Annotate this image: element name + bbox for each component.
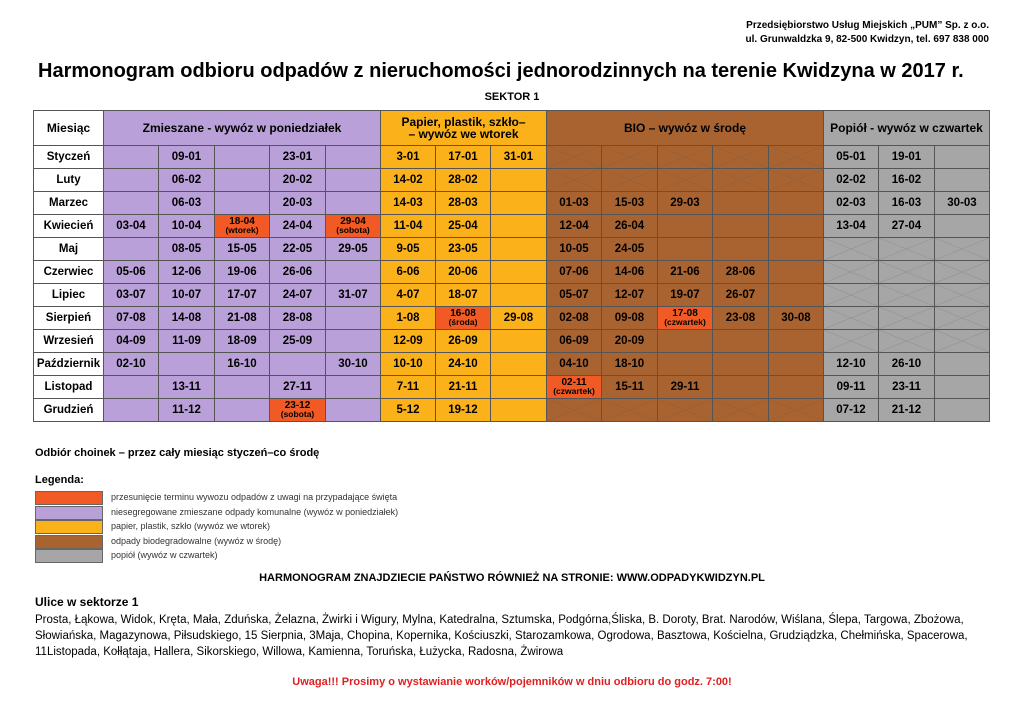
mixed-date: 06-02	[159, 169, 215, 192]
mixed-date	[326, 376, 381, 399]
mixed-date: 26-06	[270, 261, 326, 284]
legend-swatch	[35, 549, 103, 563]
shifted-day: (sobota)	[280, 409, 315, 419]
bio-date: 26-07	[713, 284, 769, 307]
mixed-date	[159, 353, 215, 376]
paper-date: 21-11	[436, 376, 491, 399]
bio-date	[769, 330, 824, 353]
legend-swatch	[35, 520, 103, 534]
paper-date: 14-02	[381, 169, 436, 192]
ash-date	[935, 376, 990, 399]
month-label: Wrzesień	[34, 330, 104, 353]
legend-text: papier, plastik, szkło (wywóz we wtorek)	[111, 521, 271, 531]
cross-out-mark	[879, 330, 934, 352]
mixed-date: 16-10	[215, 353, 270, 376]
company-address: ul. Grunwaldzka 9, 82-500 Kwidzyn, tel. 697 838 000	[745, 34, 989, 45]
mixed-date	[215, 376, 270, 399]
bio-date: 29-03	[658, 192, 713, 215]
cross-out-mark	[935, 307, 989, 329]
bio-date	[769, 238, 824, 261]
mixed-date: 12-06	[159, 261, 215, 284]
mixed-date	[326, 169, 381, 192]
mixed-date	[104, 399, 159, 422]
paper-date: 10-10	[381, 353, 436, 376]
ash-date	[935, 284, 990, 307]
shifted-day: (środa)	[448, 317, 478, 327]
paper-date: 23-05	[436, 238, 491, 261]
bio-date	[658, 238, 713, 261]
cross-out-mark	[935, 261, 989, 283]
paper-date: 28-02	[436, 169, 491, 192]
bio-date	[769, 399, 824, 422]
website-note: HARMONOGRAM ZNAJDZIECIE PAŃSTWO RÓWNIEŻ NA STRONIE: WWW.ODPADYKWIDZYN.PL	[259, 572, 765, 584]
bio-date	[769, 192, 824, 215]
paper-date: 5-12	[381, 399, 436, 422]
month-label: Marzec	[34, 192, 104, 215]
month-label: Listopad	[34, 376, 104, 399]
bio-date: 14-06	[602, 261, 658, 284]
paper-date: 12-09	[381, 330, 436, 353]
cross-out-mark	[602, 169, 657, 191]
streets-list: Prosta, Łąkowa, Widok, Kręta, Mała, Zduńska, Żelazna, Żwirki i Wigury, Mylna, Katedralna, Sztumska, Podgórna,Śliska, B. Doroty, Brat. Narodów, Wiślana, Ślepa, Targowa, Zbożowa, Słowiańska, Magazynowa, Piłsudskiego, 15 Sierpnia, 3Maja, Chopina, Kopernika, Kościuszki, Starozamkowa, Ogrodowa, Basztowa, Kościelna, Grudziądzka, Chełmińska, Spacerowa, 11Listopada, Kołłątaja, Hallera, Sikorskiego, Willowa, Kamienna, Toruńska, Łużycka, Radosna, Żwirowa	[35, 614, 968, 658]
ash-date: 16-02	[879, 169, 935, 192]
mixed-date: 05-06	[104, 261, 159, 284]
paper-date: 25-04	[436, 215, 491, 238]
cross-out-mark	[713, 146, 768, 168]
ash-date	[879, 284, 935, 307]
mixed-date: 24-04	[270, 215, 326, 238]
warning-note: Uwaga!!! Prosimy o wystawianie worków/pojemników w dniu odbioru do godz. 7:00!	[292, 676, 732, 688]
cross-out-mark	[824, 238, 878, 260]
ash-date	[935, 169, 990, 192]
mixed-date: 30-10	[326, 353, 381, 376]
bio-date: 18-10	[602, 353, 658, 376]
cross-out-mark	[879, 284, 934, 306]
paper-date: 7-11	[381, 376, 436, 399]
company-name: Przedsiębiorstwo Usług Miejskich „PUM” Sp. z o.o.	[746, 20, 989, 31]
paper-date: 17-01	[436, 146, 491, 169]
mixed-date: 24-07	[270, 284, 326, 307]
mixed-date: 19-06	[215, 261, 270, 284]
paper-date: 29-08	[491, 307, 547, 330]
legend-swatch	[35, 535, 103, 549]
mixed-date: 10-04	[159, 215, 215, 238]
ash-date: 21-12	[879, 399, 935, 422]
ash-date	[935, 215, 990, 238]
mixed-date: 06-03	[159, 192, 215, 215]
mixed-date	[326, 307, 381, 330]
ash-date	[935, 146, 990, 169]
mixed-date	[104, 192, 159, 215]
bio-date: 05-07	[547, 284, 602, 307]
bio-date: 28-06	[713, 261, 769, 284]
bio-date	[769, 261, 824, 284]
bio-date: 12-07	[602, 284, 658, 307]
paper-date: 24-10	[436, 353, 491, 376]
table-row	[34, 330, 990, 353]
mixed-date	[326, 399, 381, 422]
bio-date	[713, 238, 769, 261]
mixed-date: 07-08	[104, 307, 159, 330]
mixed-date	[326, 330, 381, 353]
bio-date: 30-08	[769, 307, 824, 330]
shifted-day: (wtorek)	[225, 225, 259, 235]
ash-date	[879, 307, 935, 330]
bio-date	[658, 353, 713, 376]
cross-out-mark	[769, 399, 823, 421]
mixed-date	[326, 261, 381, 284]
sector-label: SEKTOR 1	[484, 91, 540, 103]
bio-date	[658, 215, 713, 238]
paper-date	[491, 238, 547, 261]
shifted-day: (sobota)	[336, 225, 370, 235]
shifted-date: 02-11	[561, 377, 587, 388]
cross-out-mark	[935, 284, 989, 306]
mixed-date: 28-08	[270, 307, 326, 330]
bio-date: 10-05	[547, 238, 602, 261]
mixed-date: 13-11	[159, 376, 215, 399]
legend-item	[35, 535, 635, 548]
bio-date	[713, 146, 769, 169]
legend-title: Legenda:	[35, 474, 84, 486]
paper-date: 20-06	[436, 261, 491, 284]
mixed-date: 20-02	[270, 169, 326, 192]
month-label: Maj	[34, 238, 104, 261]
bio-date	[769, 146, 824, 169]
cross-out-mark	[824, 284, 878, 306]
month-label: Luty	[34, 169, 104, 192]
month-label: Kwiecień	[34, 215, 104, 238]
mixed-date: 17-07	[215, 284, 270, 307]
ash-date	[879, 330, 935, 353]
ash-date: 02-02	[824, 169, 879, 192]
legend-text: niesegregowane zmieszane odpady komunalne (wywóz w poniedziałek)	[111, 506, 399, 517]
bio-date	[769, 353, 824, 376]
month-label: Sierpień	[34, 307, 104, 330]
month-label: Styczeń	[34, 146, 104, 169]
bio-date	[769, 169, 824, 192]
ash-date	[824, 238, 879, 261]
header-paper	[381, 111, 547, 146]
table-row	[34, 261, 990, 284]
table-row	[34, 399, 990, 422]
bio-date	[713, 399, 769, 422]
cross-out-mark	[658, 169, 712, 191]
legend-text: odpady biodegradowalne (wywóz w środę)	[111, 535, 282, 546]
mixed-date	[104, 376, 159, 399]
mixed-date: 02-10	[104, 353, 159, 376]
ash-date	[824, 307, 879, 330]
paper-date	[436, 307, 491, 330]
mixed-date: 11-09	[159, 330, 215, 353]
mixed-date	[215, 399, 270, 422]
paper-date: 4-07	[381, 284, 436, 307]
bio-date	[713, 330, 769, 353]
header-paper-line2: – wywóz we wtorek	[408, 127, 519, 141]
bio-date: 09-08	[602, 307, 658, 330]
ash-date: 19-01	[879, 146, 935, 169]
bio-date	[547, 399, 602, 422]
bio-date: 06-09	[547, 330, 602, 353]
schedule-table	[33, 110, 990, 422]
month-label: Lipiec	[34, 284, 104, 307]
cross-out-mark	[769, 169, 823, 191]
mixed-date: 09-01	[159, 146, 215, 169]
month-label: Grudzień	[34, 399, 104, 422]
bio-date	[769, 376, 824, 399]
bio-date: 29-11	[658, 376, 713, 399]
cross-out-mark	[602, 146, 657, 168]
bio-date	[769, 284, 824, 307]
cross-out-mark	[547, 146, 601, 168]
ash-date	[935, 307, 990, 330]
mixed-date: 14-08	[159, 307, 215, 330]
bio-date: 26-04	[602, 215, 658, 238]
cross-out-mark	[824, 307, 878, 329]
table-row	[34, 238, 990, 261]
shifted-date: 17-08	[672, 308, 698, 319]
mixed-date: 23-01	[270, 146, 326, 169]
shifted-date: 29-04	[340, 216, 366, 227]
ash-date	[935, 238, 990, 261]
bio-date	[658, 307, 713, 330]
bio-date: 15-11	[602, 376, 658, 399]
company-header	[746, 19, 989, 47]
mixed-date	[215, 146, 270, 169]
shifted-day: (czwartek)	[664, 317, 706, 327]
mixed-date	[215, 169, 270, 192]
paper-date	[491, 330, 547, 353]
bio-date	[658, 330, 713, 353]
paper-date: 11-04	[381, 215, 436, 238]
ash-date	[879, 261, 935, 284]
table-row	[34, 215, 990, 238]
cross-out-mark	[879, 261, 934, 283]
mixed-date	[104, 238, 159, 261]
mixed-date: 20-03	[270, 192, 326, 215]
schedule-body	[34, 146, 990, 422]
ash-date	[935, 353, 990, 376]
streets-title: Ulice w sektorze 1	[35, 595, 139, 609]
bio-date: 02-08	[547, 307, 602, 330]
ash-date	[935, 330, 990, 353]
mixed-date: 03-04	[104, 215, 159, 238]
mixed-date: 10-07	[159, 284, 215, 307]
cross-out-mark	[713, 169, 768, 191]
bio-date: 21-06	[658, 261, 713, 284]
cross-out-mark	[602, 399, 657, 421]
ash-date	[824, 261, 879, 284]
paper-date: 6-06	[381, 261, 436, 284]
cross-out-mark	[713, 399, 768, 421]
bio-date	[713, 169, 769, 192]
ash-date: 02-03	[824, 192, 879, 215]
bio-date	[713, 376, 769, 399]
cross-out-mark	[879, 307, 934, 329]
bio-date	[713, 215, 769, 238]
bio-date	[658, 169, 713, 192]
mixed-date	[215, 215, 270, 238]
paper-date	[491, 192, 547, 215]
ash-date: 16-03	[879, 192, 935, 215]
page-title: Harmonogram odbioru odpadów z nieruchomości jednorodzinnych na terenie Kwidzyna w 2017 r.	[38, 60, 964, 82]
ash-date	[935, 399, 990, 422]
cross-out-mark	[824, 330, 878, 352]
shifted-day: (czwartek)	[553, 386, 595, 396]
ash-date: 13-04	[824, 215, 879, 238]
mixed-date	[326, 215, 381, 238]
cross-out-mark	[935, 330, 989, 352]
legend-swatch	[35, 491, 103, 505]
mixed-date	[104, 169, 159, 192]
legend-text: popiół (wywóz w czwartek)	[111, 550, 218, 560]
paper-date	[491, 376, 547, 399]
cross-out-mark	[935, 238, 989, 260]
bio-date: 01-03	[547, 192, 602, 215]
mixed-date: 31-07	[326, 284, 381, 307]
bio-date: 20-09	[602, 330, 658, 353]
mixed-date: 29-05	[326, 238, 381, 261]
ash-date: 30-03	[935, 192, 990, 215]
bio-date	[547, 169, 602, 192]
month-label: Czerwiec	[34, 261, 104, 284]
mixed-date	[215, 192, 270, 215]
cross-out-mark	[824, 261, 878, 283]
bio-date: 15-03	[602, 192, 658, 215]
cross-out-mark	[547, 399, 601, 421]
legend-item	[35, 491, 635, 504]
paper-date: 1-08	[381, 307, 436, 330]
bio-date: 23-08	[713, 307, 769, 330]
paper-date: 14-03	[381, 192, 436, 215]
mixed-date	[270, 399, 326, 422]
ash-date: 07-12	[824, 399, 879, 422]
cross-out-mark	[658, 146, 712, 168]
paper-date: 9-05	[381, 238, 436, 261]
mixed-date: 15-05	[215, 238, 270, 261]
bio-date	[658, 399, 713, 422]
ash-date: 27-04	[879, 215, 935, 238]
paper-date: 19-12	[436, 399, 491, 422]
paper-date	[491, 261, 547, 284]
legend-item	[35, 549, 635, 562]
legend-item	[35, 520, 635, 533]
paper-date	[491, 169, 547, 192]
ash-date: 26-10	[879, 353, 935, 376]
paper-date	[491, 353, 547, 376]
cross-out-mark	[769, 146, 823, 168]
bio-date: 04-10	[547, 353, 602, 376]
header-ash: Popiół - wywóz w czwartek	[824, 111, 990, 146]
mixed-date	[104, 146, 159, 169]
shifted-date: 18-04	[229, 216, 255, 227]
mixed-date: 08-05	[159, 238, 215, 261]
bio-date: 12-04	[547, 215, 602, 238]
legend-text: przesunięcie terminu wywozu odpadów z uwagi na przypadające święta	[111, 492, 398, 502]
mixed-date: 18-09	[215, 330, 270, 353]
ash-date: 12-10	[824, 353, 879, 376]
bio-date	[547, 146, 602, 169]
paper-date	[491, 399, 547, 422]
ash-date: 23-11	[879, 376, 935, 399]
shifted-date: 23-12	[284, 400, 311, 411]
bio-date	[602, 399, 658, 422]
ash-date	[879, 238, 935, 261]
bio-date: 07-06	[547, 261, 602, 284]
paper-date: 26-09	[436, 330, 491, 353]
table-row	[34, 169, 990, 192]
header-paper-line1: Papier, plastik, szkło–	[401, 115, 526, 129]
bio-date	[713, 192, 769, 215]
paper-date	[491, 284, 547, 307]
table-row	[34, 146, 990, 169]
bio-date	[602, 169, 658, 192]
paper-date	[491, 215, 547, 238]
bio-date	[602, 146, 658, 169]
header-mixed: Zmieszane - wywóz w poniedziałek	[104, 111, 381, 146]
header-month: Miesiąc	[34, 111, 104, 146]
christmas-tree-note: Odbiór choinek – przez cały miesiąc styczeń–co środę	[35, 447, 320, 459]
table-row	[34, 376, 990, 399]
bio-date	[713, 353, 769, 376]
paper-date: 18-07	[436, 284, 491, 307]
paper-date: 28-03	[436, 192, 491, 215]
paper-date: 3-01	[381, 146, 436, 169]
table-row	[34, 284, 990, 307]
mixed-date: 03-07	[104, 284, 159, 307]
cross-out-mark	[658, 399, 712, 421]
mixed-date	[326, 146, 381, 169]
month-label: Październik	[34, 353, 104, 376]
ash-date: 05-01	[824, 146, 879, 169]
cross-out-mark	[879, 238, 934, 260]
ash-date: 09-11	[824, 376, 879, 399]
ash-date	[935, 261, 990, 284]
mixed-date: 04-09	[104, 330, 159, 353]
bio-date	[658, 146, 713, 169]
mixed-date	[270, 353, 326, 376]
mixed-date	[326, 192, 381, 215]
table-row	[34, 353, 990, 376]
shifted-date: 16-08	[450, 308, 476, 319]
table-row	[34, 192, 990, 215]
mixed-date: 21-08	[215, 307, 270, 330]
ash-date	[824, 284, 879, 307]
mixed-date: 22-05	[270, 238, 326, 261]
table-row	[34, 307, 990, 330]
mixed-date: 25-09	[270, 330, 326, 353]
bio-date	[547, 376, 602, 399]
bio-date	[769, 215, 824, 238]
header-bio: BIO – wywóz w środę	[547, 111, 824, 146]
bio-date: 24-05	[602, 238, 658, 261]
paper-date: 31-01	[491, 146, 547, 169]
ash-date	[824, 330, 879, 353]
legend-swatch	[35, 506, 103, 520]
cross-out-mark	[547, 169, 601, 191]
bio-date: 19-07	[658, 284, 713, 307]
mixed-date: 27-11	[270, 376, 326, 399]
mixed-date: 11-12	[159, 399, 215, 422]
legend-item	[35, 506, 635, 519]
